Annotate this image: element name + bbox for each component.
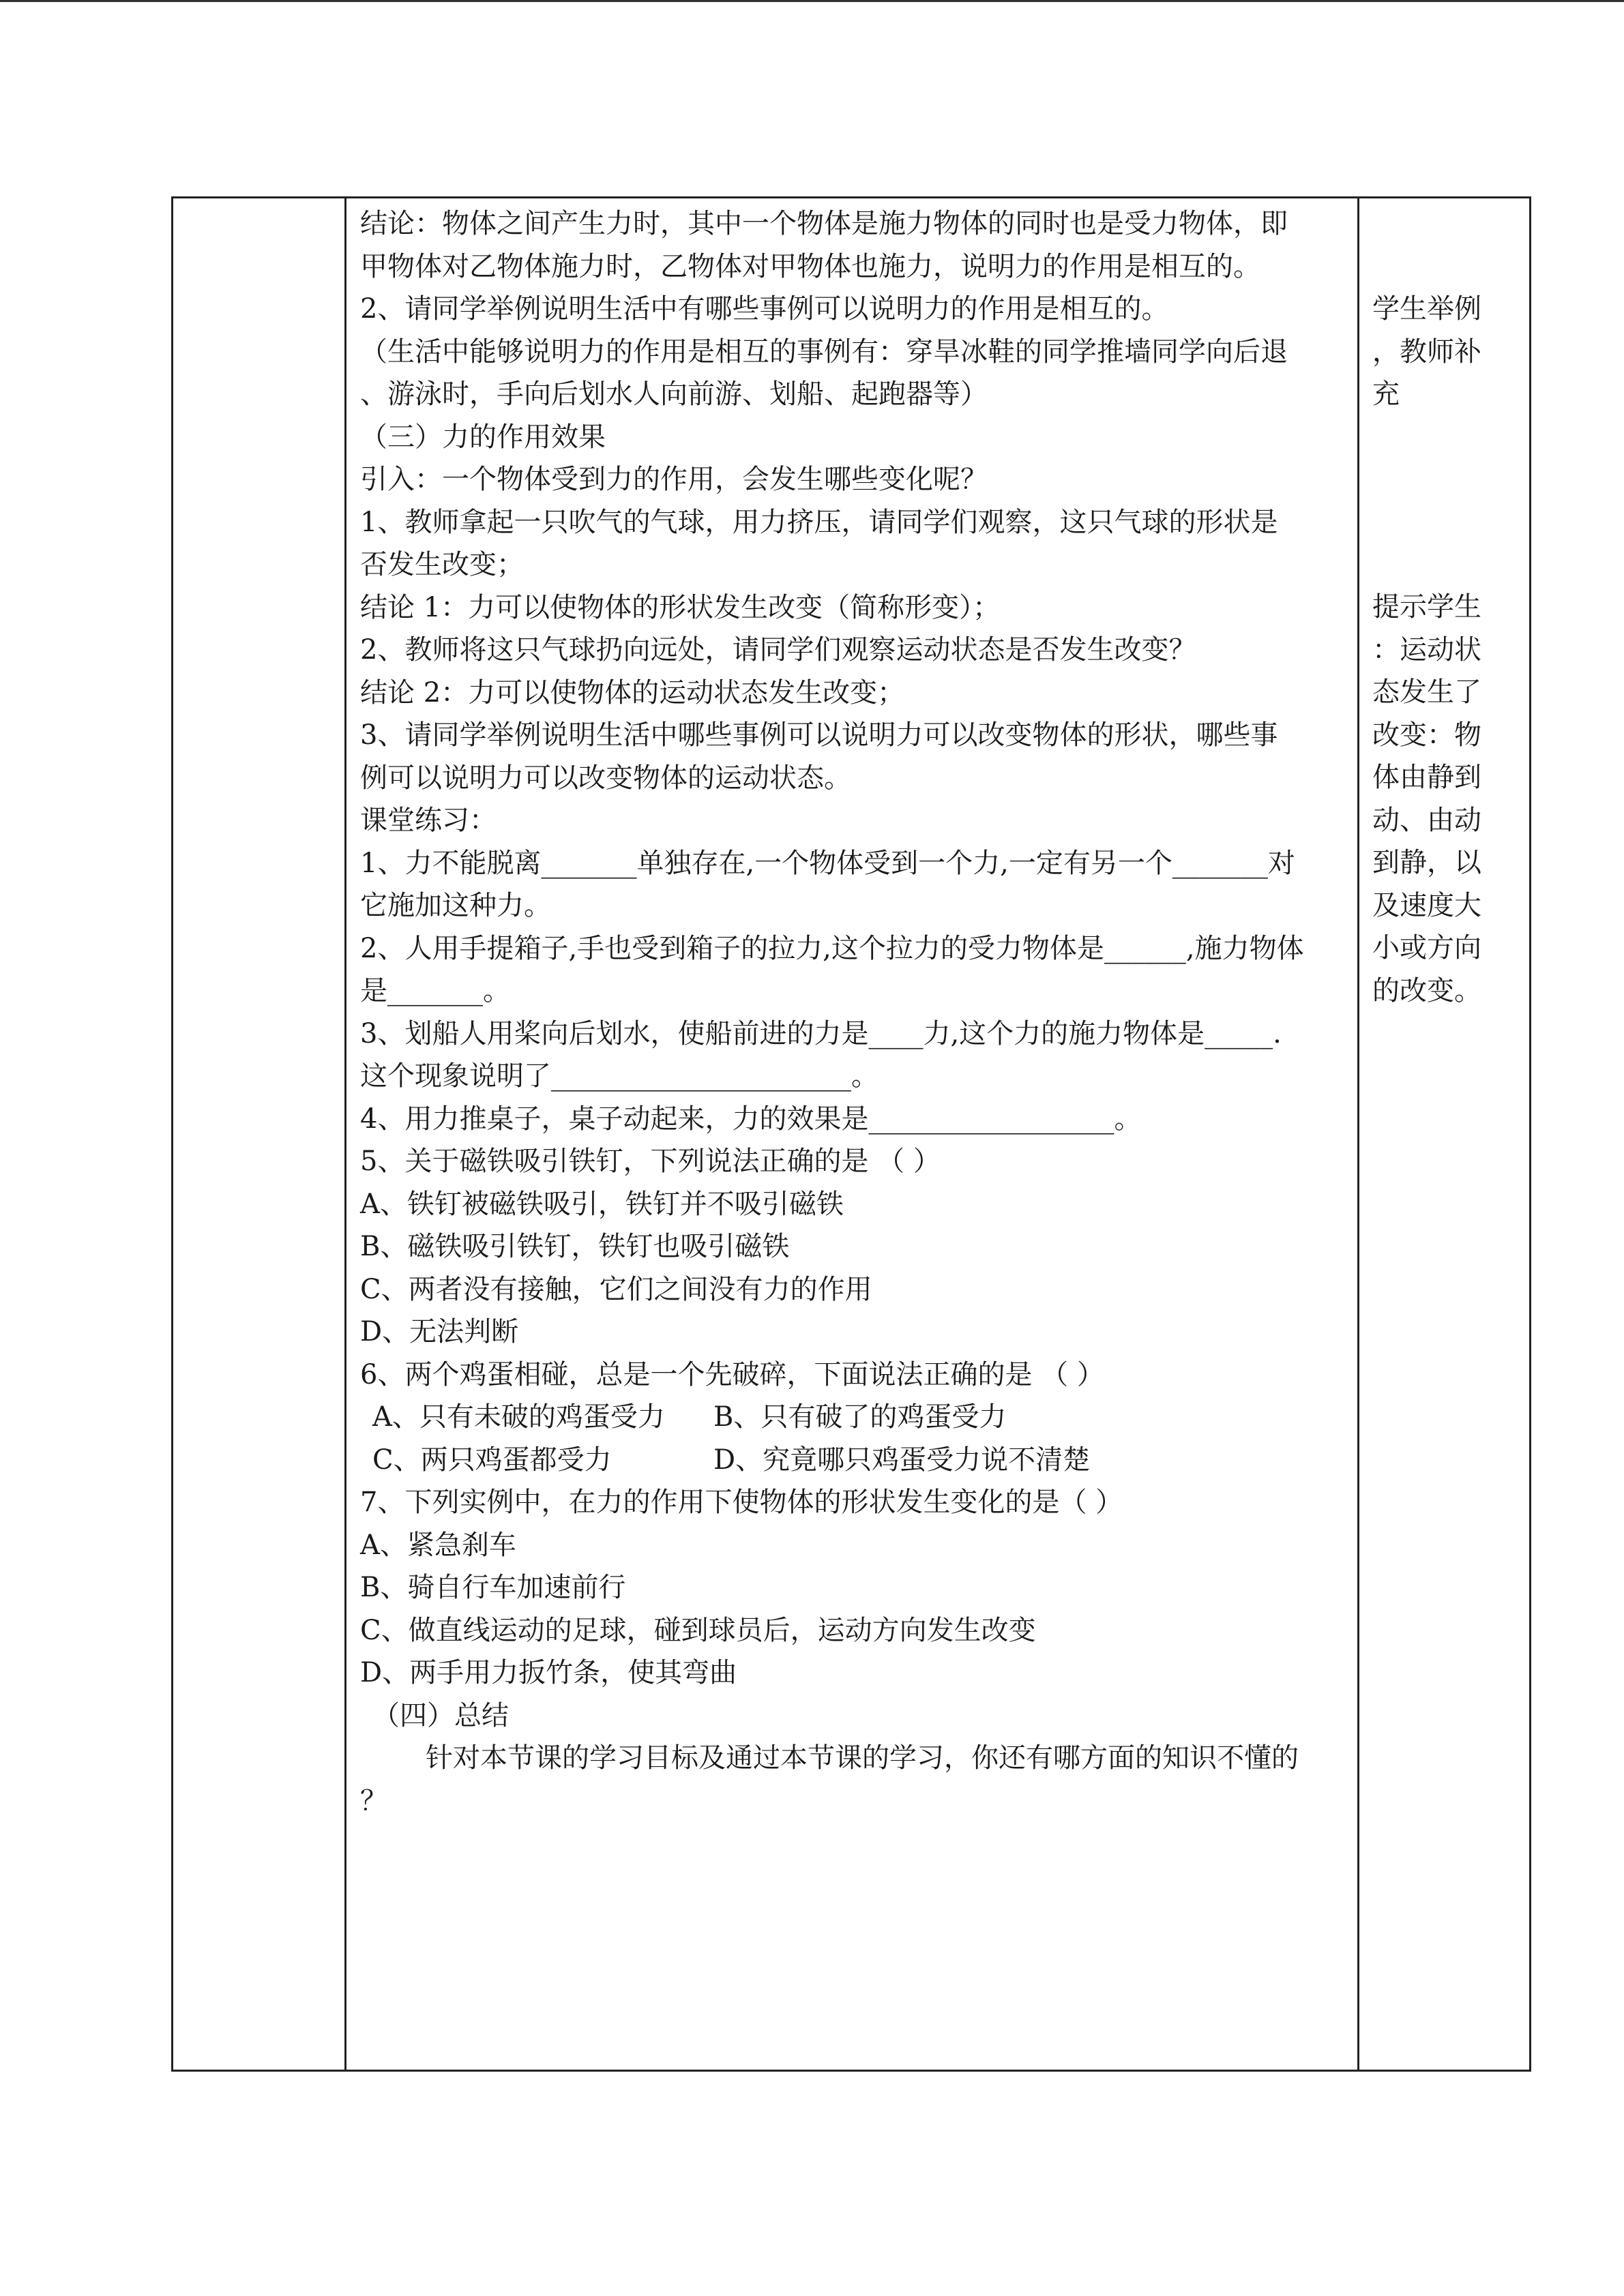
exercise-heading: 课堂练习： — [360, 805, 497, 836]
content-line: 、游泳时，手向后划水人向前游、划船、起跑器等） — [360, 378, 988, 410]
exercise-line: 7、下列实例中，在力的作用下使物体的形状发生变化的是（ ） — [360, 1487, 1123, 1518]
summary-text: 针对本节课的学习目标及通过本节课的学习，你还有哪方面的知识不懂的 — [426, 1742, 1299, 1774]
content-line: 3、请同学举例说明生活中哪些事例可以说明力可以改变物体的形状，哪些事 — [360, 719, 1278, 751]
content-line: 结论 1：力可以使物体的形状发生改变（简称形变）； — [360, 591, 1001, 623]
option-line: A、紧急刹车 — [360, 1529, 516, 1561]
q6-options-row-2 — [360, 1439, 1342, 1482]
exercise-line: 1、力不能脱离_______单独存在,一个物体受到一个力,一定有另一个_______对 — [360, 847, 1295, 879]
note-line: 的改变。 — [1372, 974, 1481, 1007]
note-line: 充 — [1372, 378, 1400, 410]
note-line: 到静，以 — [1372, 847, 1481, 878]
teaching-content-cell — [360, 203, 1342, 1822]
option-line: C、两者没有接触，它们之间没有力的作用 — [360, 1273, 872, 1305]
q6-options-row-1 — [360, 1396, 1342, 1439]
note-line: 动、由动 — [1372, 804, 1481, 836]
lesson-plan-table — [171, 196, 1531, 2072]
content-line: 2、教师将这只气球扔向远处，请同学们观察运动状态是否发生改变？ — [360, 634, 1196, 666]
option-line: D、究竟哪只鸡蛋受力说不清楚 — [713, 1444, 1091, 1476]
content-line: 引入：一个物体受到力的作用，会发生哪些变化呢？ — [360, 464, 988, 495]
summary-text: ？ — [360, 1785, 387, 1817]
option-line: B、骑自行车加速前行 — [360, 1572, 626, 1603]
option-line: C、两只鸡蛋都受力 — [372, 1444, 612, 1476]
content-line: 1、教师拿起一只吹气的气球，用力挤压，请同学们观察，这只气球的形状是 — [360, 506, 1278, 538]
note-line: ，教师补 — [1372, 336, 1481, 368]
note-line: 及速度大 — [1372, 889, 1481, 921]
option-line: A、只有未破的鸡蛋受力 — [372, 1401, 665, 1433]
option-line: D、两手用力扳竹条，使其弯曲 — [360, 1657, 737, 1688]
option-line: B、只有破了的鸡蛋受力 — [713, 1401, 1007, 1433]
note-line: 体由静到 — [1372, 762, 1481, 793]
content-line: 结论 2：力可以使物体的运动状态发生改变； — [360, 676, 905, 709]
note-line: ：运动状 — [1372, 633, 1481, 666]
page-top-rule — [0, 0, 1624, 2]
exercise-line: 6、两个鸡蛋相碰，总是一个先破碎，下面说法正确的是 （ ） — [360, 1358, 1104, 1390]
option-line: D、无法判断 — [360, 1316, 519, 1347]
note-line: 态发生了 — [1372, 676, 1481, 708]
content-line: 结论：物体之间产生力时，其中一个物体是施力物体的同时也是受力物体，即 — [360, 208, 1288, 239]
exercise-line: 5、关于磁铁吸引铁钉，下列说法正确的是 （ ） — [360, 1146, 941, 1177]
exercise-line: 是_______。 — [360, 975, 510, 1007]
note-line: 改变：物 — [1372, 719, 1481, 751]
column-divider-right — [1357, 198, 1359, 2070]
content-line: （生活中能够说明力的作用是相互的事例有：穿旱冰鞋的同学推墙同学向后退 — [360, 336, 1288, 368]
content-line: 甲物体对乙物体施力时，乙物体对甲物体也施力，说明力的作用是相互的。 — [360, 250, 1260, 282]
option-line: C、做直线运动的足球，碰到球员后，运动方向发生改变 — [360, 1614, 1036, 1646]
note-student-examples — [1372, 288, 1519, 416]
content-line: 否发生改变； — [360, 549, 524, 580]
content-line: 2、请同学举例说明生活中有哪些事例可以说明力的作用是相互的。 — [360, 293, 1169, 325]
column-divider-left — [344, 198, 346, 2070]
exercise-line: 这个现象说明了______________________。 — [360, 1060, 879, 1092]
option-line: B、磁铁吸引铁钉，铁钉也吸引磁铁 — [360, 1231, 790, 1262]
exercise-line: 4、用力推桌子，桌子动起来，力的效果是__________________。 — [360, 1103, 1142, 1135]
exercise-line: 它施加这种力。 — [360, 890, 551, 921]
exercise-line: 2、人用手提箱子,手也受到箱子的拉力,这个拉力的受力物体是______,施力物体 — [360, 932, 1304, 964]
note-line: 小或方向 — [1372, 932, 1481, 964]
option-line: A、铁钉被磁铁吸引，铁钉并不吸引磁铁 — [360, 1188, 844, 1220]
note-line: 学生举例 — [1372, 293, 1481, 325]
exercise-line: 3、划船人用桨向后划水，使船前进的力是____力,这个力的施力物体是_____. — [360, 1017, 1282, 1049]
content-line: 例可以说明力可以改变物体的运动状态。 — [360, 762, 851, 794]
note-line: 提示学生 — [1372, 591, 1481, 623]
section-heading: （三）力的作用效果 — [360, 421, 606, 453]
note-motion-state-hint — [1372, 586, 1519, 1012]
summary-heading: （四）总结 — [372, 1699, 509, 1731]
